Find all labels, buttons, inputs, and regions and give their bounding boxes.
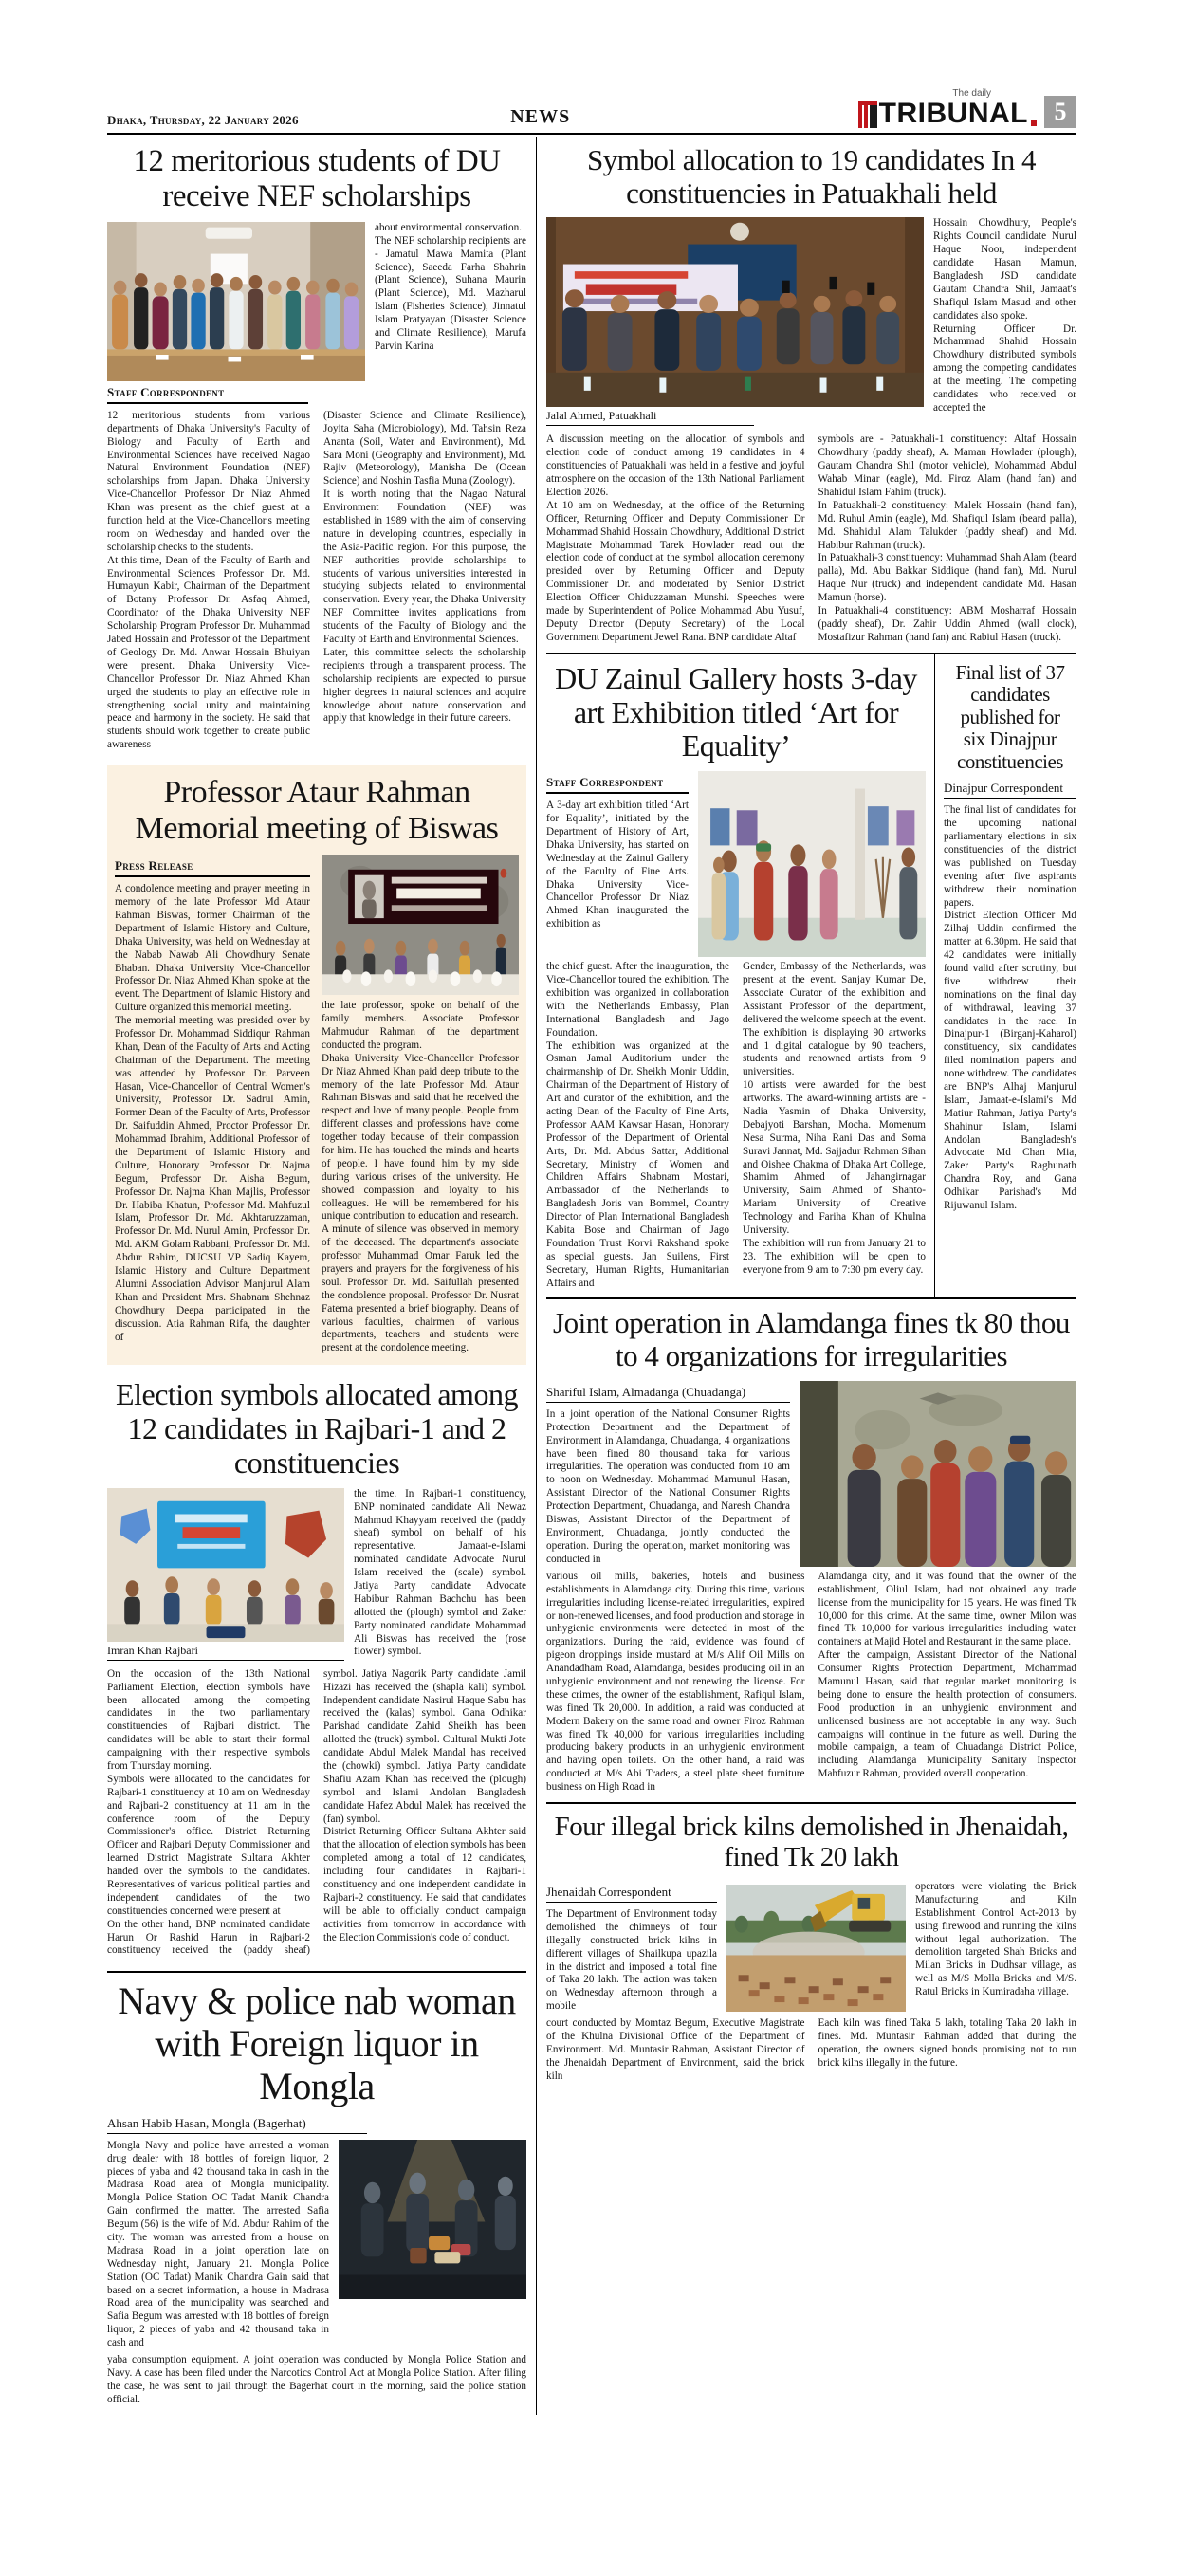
paragraph: Symbols were allocated to the candidates for Rajbari-1 constituency at 10 am on Wednesday and Rajbari-2 constituency at 11 am in the conference room of the Deputy Commissioner's office. District Returning Officer and Rajbari Deputy Commissioner and learned District Magistrate Sultana Akhter handed over the symbols to the candidates. Representatives of various political parties and independent candidates of the two constituencies concerned were present at [107,1773,310,1917]
headline: 12 meritorious students of DU receive NEF scholarships [133,144,501,213]
paragraph: The Department of Environment today demolished the chimneys of four illegally constructed brick kilns in different villages of Shailkupa upazila in the district and imposed a total fine of Taka 20 lakh. The action was taken on Wednesday afternoon through a mobile [546,1907,717,2013]
paragraph: Later, this committee selects the scholarship recipients through a transparent process. The scholarship recipients are expected to pursue higher degrees in natural sciences and acquire knowledge about nature conservation and apply that knowledge in their future careers. [323,646,526,725]
masthead-date: Dhaka, Thursday, 22 January 2026 [107,113,299,127]
article-media-row [546,1381,1076,1567]
article-alamdanga-fines [546,1297,1076,1802]
article-rajbari-symbols [107,1371,526,1965]
paragraph: Mongla Navy and police have arrested a woman drug dealer with 18 bottles of foreign liquor, 2 pieces of yaba and 42 thousand taka in cash in the Madrasa Road area of Mongla municipality. Mongla Police Station OC Tadat Manik Chandra Gain confirmed the matter. The arrested Safia Begum (56) is the wife of Md. Abdur Rahim of the city. The woman was arrested from a house on Madrasa Road in a joint operation late on Wednesday night, January 21. Mongla Police Station (OC Tadat) Manik Chandra Gain said that based on a secret information, a house in Madrasa Road area of the municipality was searched and Safia Begum was arrested with 18 bottles of foreign liquor, 2 pieces of yaba and 42 thousand taka in cash and [107,2139,329,2349]
paragraph: The final list of candidates for the upcoming national parliamentary elections in six constituencies of the district was published on Tuesday evening after five aspirants withdrew their nomination papers. [944,804,1076,909]
newspaper-brand [858,89,1076,128]
paragraph: The NEF scholarship recipients are - Jamatul Mawa Mamita (Plant Science), Saeeda Farha Shahrin (Plant Science), Suhana Maurin (Plant Science), Md. Mazharul Islam (Fisheries Science), Jinnatul Islam Pratyayan (Disaster Science and Climate Resilience), Marufa Parvin Karina [375,234,526,352]
article-photo [726,1885,906,2012]
headline: DU Zainul Gallery hosts 3-day art Exhibition titled ‘Art for Equality’ [555,660,917,764]
paragraph: various oil mills, bakeries, hotels and business establishments in Alamdanga city. During this time, various irregularities including license-related irregularities, expired or non-renewed licenses, and food production and storage in unhygienic environments were detected in most of the organizations. During the raid, evidence was found of pigeon droppings inside mustard at M/s Alif Oil Mills on Anandadham Road, Alamdanga, besides producing oil in an unhygienic environment and not renewing the license. For these crimes, the owner of the establishment, Rafiqul Islam, was fined Tk 20,000. In addition, a raid was conducted at Modern Bakery on the same road and owner Firoz Rahman was fined Tk 40,000 for various irregularities including producing bakery products in an unhygienic environment and having open toilets. On the other hand, a raid was conducted at M/s Abi Traders, a steel plate sheet furniture business on High Road in [546,1570,805,1794]
paragraph: about environmental conservation. [375,221,523,233]
article-nef-scholarships [107,137,526,760]
byline: Jhenaidah Correspondent [546,1885,717,1903]
article-photo [339,2140,526,2299]
paragraph: A condolence meeting and prayer meeting in memory of the late Professor Md Ataur Rahman Biswas, former Chairman of the Department of Islamic History and Culture, Dhaka University, was held on Wednesday at the Nabab Nawab Ali Chowdhury Senate Bhaban. Dhaka University Vice-Chancellor Professor Dr. Niaz Ahmed Khan spoke at the event. The Department of Islamic History and Culture organized this memorial meeting. [115,883,310,1014]
article-text-columns [115,855,519,1355]
headline: Navy & police nab woman with Foreign liquor in Mongla [118,1979,516,2107]
group-photo-graphic [107,222,365,381]
headline: Election symbols allocated among 12 candidates in Rajbari-1 and 2 constituencies [116,1377,518,1480]
article-patuakhali-symbols [546,137,1076,653]
article-text-columns [107,2354,526,2407]
masthead [107,89,1076,135]
article-media-row [107,2140,526,2350]
article-lead-block [546,1381,790,1567]
left-column [107,137,536,2415]
article-dinajpur-candidates [934,653,1076,1298]
headline: Four illegal brick kilns demolished in Jhenaidah, fined Tk 20 lakh [554,1812,1069,1873]
paragraph: the time. In Rajbari-1 constituency, BNP nominated candidate Ali Newaz Mahmud Khayyam received the (paddy sheaf) symbol on behalf of his representative. Jamaat-e-Islami nominated candidate Advocate Nurul Islam received the (scale) symbol. Jatiya Party candidate Advocate Habibur Rahman Bachchu has been allotted the (plough) symbol and Zaker Party nominated candidate Mohammad Ali Biswas has received the (rose flower) symbol. [354,1487,526,1658]
paragraph: symbols are - Patuakhali-1 constituency: Altaf Hossain Chowdhury (paddy sheaf), A. Maman Howlader (plough), Gautam Chandra Shil (motor vehicle), Mohammad Abdul Wahab Minar (eagle), Md. Firoz Alam (hand fan) and Shahidul Islam Fahim (truck). [818,433,1076,498]
paragraph: Dhaka University Vice-Chancellor Professor Dr Niaz Ahmed Khan paid deep tribute to the memory of the late Professor Md. Ataur Rahman Biswas and said that he received the respect and love of many people. People from different classes and professions have come together today because of their compassion for him. He has touched the minds and hearts of people. I have found him by my side during various crises of the university. He showed compassion and loyalty to his colleagues. He will be remembered for his unique contribution to education and research. [322,1052,519,1223]
paragraph: A minute of silence was observed in memory of the deceased. The department's associate professor Muhammad Omar Faruk led the prayers and prayers for the forgiveness of his soul. Professor Dr. Md. Saifullah presented the condolence proposal. Professor Dr. Nusrat Fatema presented a brief biography. Deans of various faculties, chairmen of various departments, teachers and students were present at the condolence meeting. [322,1224,519,1354]
brand-accent-icon [1031,120,1037,126]
excavator-photo-graphic [726,1885,906,2012]
night-raid-photo-graphic [339,2140,526,2299]
paragraph: District Election Officer Md Zilhaj Uddin confirmed the matter at 6.30pm. He said that 42 candidates were initially found valid after scrutiny, but five withdrew their nominations on the final day of withdrawal, leaving 37 candidates in the race. In Dinajpur-1 (Birganj-Kaharol) constituency, six candidates filed nomination papers and none withdrew. The candidates are BNP's Alhaj Manjurul Islam, Jamaat-e-Islami's Md Matiur Rahman, Jatiya Party's Shahinur Islam, Islami Andolan Bangladesh's Advocate Md Chan Mia, Zaker Party's Raghunath Chandra Roy, and Gana Odhikar Parishad's Md Rijuwanul Islam. [944,910,1076,1211]
headline: Final list of 37 candidates published for six Dinajpur constituencies [955,660,1065,773]
page-number-badge: 5 [1044,96,1076,128]
article-text-columns [546,2017,1076,2083]
paragraph: The exhibition was organized at the Osman Jamal Auditorium under the chairmanship of Dr. Sheikh Monir Uddin, Chairman of the Department of History of Art and curator of the exhibition, and the acting Dean of the Faculty of Fine Arts, Professor AAM Kawsar Hasan, Honorary Professor of the Department of Oriental Arts, Dr. Md. Abdus Sattar, Additional Secretary, Ministry of Women and Children Affairs Shabnam Mostari, Ambassador of the Netherlands to Bangladesh Joris van Bommel, Country Director of Plan International Bangladesh Kabita Bose and Chairman of Jago Foundation Trust Korvi Rakshand spoke as special guests. Jan Suilens, First Secretary, Human Rights, Humanitarian Affairs and [546,1040,729,1289]
section-title: NEWS [510,106,571,127]
headline: Joint operation in Alamdanga fines tk 80 thou to 4 organizations for irregularities [553,1306,1070,1373]
paragraph: District Returning Officer Sultana Akhter said that the allocation of election symbols has been completed among a total of 12 candidates, including four candidates in Rajbari-1 constituency and one independent candidate in Rajbari-2 constituency. He said that candidates will be able to officially conduct campaign activities from tomorrow in accordance with the Election Commission's code of conduct. [323,1826,526,1943]
page-body [107,137,1076,2415]
article-lead-text [546,1908,717,2014]
paragraph: The exhibition will run from January 21 to 23. The exhibition will be open to everyone from 9 am to 7:30 pm every day. [743,1237,926,1276]
byline: Dinajpur Correspondent [944,781,1076,799]
paragraph: On the other hand, BNP nominated candidate Harun Or Rashid Harun in Rajbari-2 constituency received the (paddy sheaf) symbol. Jatiya Nagorik Party candidate Jamil Hizazi has received the (shapla kali) symbol. Independent candidate Nasirul Haque Sabu has received the (kalas) symbol. Gana Odhikar Parishad candidate Zahid Sheikh has been allotted the (truck) symbol. Cultural Mukti Jote candidate Abdul Malek Mandal has received the (chowki) symbol. Jatiya Party candidate Shafiu Azam Khan has received the (plough) symbol and Islami Andolan Bangladesh candidate Hafez Abdul Malek has received the (fan) symbol. [107,1667,526,1957]
paragraph: On the occasion of the 13th National Parliament Election, election symbols have been allocated among the competing candidates in the two parliamentary constituencies of Rajbari district. The candidates will be able to start their formal campaigning with their respective symbols from Thursday morning. [107,1667,310,1772]
paragraph: In Patuakhali-4 constituency: ABM Mosharraf Hossain (paddy sheaf), Dr. Zahir Uddin Ahmed (wall clock), Mostafizur Rahman (hand fan) and Rabiul Hasan (truck). [818,605,1076,643]
paragraph: 12 meritorious students from various departments of Dhaka University's Faculty of Biology and Faculty of Earth and Environmental Sciences have received Nagao Natural Environment Foundation (NEF) scholarships from Japan. Dhaka University Vice-Chancellor Professor Dr Niaz Ahmed Khan was present as the chief guest at a function held at the Vice-Chancellor's meeting room on Wednesday and handed over the scholarship checks to the students. [107,409,310,553]
paragraph: In a joint operation of the National Consumer Rights Protection Department and the Department of Environment in Alamdanga, Chuadanga, 4 organizations have been fined 80 thousand taka for various irregularities. The operation was conducted from 10 am to noon on Wednesday. Mohammad Mamunul Hasan, Assistant Director of the National Consumer Rights Protection Department, Chuadanga, and Naresh Chandra Biswas, Assistant Director of the Department of Environment, Chuadanga, jointly conducted the operation. During the operation, market monitoring was conducted in [546,1408,790,1565]
article-right-column [322,855,519,1355]
brand-name [858,100,1037,128]
article-lead-text [546,1408,790,1567]
press-conference-photo-graphic [546,217,924,407]
paragraph: The memorial meeting was presided over by Professor Dr. Mohammad Siddiqur Rahman Khan, Dean of the Faculty of Arts and Acting Chairman of the Department. The meeting was attended by Professor Dr. Parveen Hasan, Vice-Chancellor of Central Women's University, Professor Dr. Sadrul Amin, Former Dean of the Faculty of Arts, Professor Dr. Saifuddin Ahmed, Proctor Professor Dr. Mohammad Ibrahim, Additional Professor of the Department of Islamic History and Culture, Honorary Professor Dr. Najma Begum, Professor Dr. Aisha Begum, Professor Dr. Najma Khan Majlis, Professor Dr. Habiba Khatun, Professor Md. Mahfuzul Islam, Professor Dr. Md. Akhtaruzzaman, Professor Dr. Md. Nurul Amin, Professor Dr. Md. AKM Golam Rabbani, Professor Dr. Md. Abdur Rahim, DUCSU VP Sadiq Kayem, Islamic History and Culture Department Alumni Association Advisor Manjurul Alam Khan and President Mrs. Shabnam Shehnaz Chowdhury Deepa participated in the discussion. Atia Rahman Rifa, the daughter of [115,1015,310,1343]
byline: Imran Khan Rajbari [107,1644,344,1661]
inspection-photo-graphic [800,1381,1076,1567]
byline: Jalal Ahmed, Patuakhali [546,409,754,426]
paragraph: Each kiln was fined Taka 5 lakh, totaling Taka 20 lakh in fines. Md. Muntasir Rahman added that during the operation, the owners signed bonds promising not to run brick kilns illegally in the future. [818,2017,1076,2069]
article-media-row [546,1881,1076,2014]
paragraph: Gender, Embassy of the Netherlands, was present at the event. Sanjay Kumar De, Associate Curator of the exhibition and Assistant Professor of the department, delivered the welcome speech at the event. The exhibition is displaying 90 artworks and 1 digital catalogue by 90 teachers, students and renowned artists from 9 universities. [743,961,926,1078]
headline: Symbol allocation to 19 candidates In 4 constituencies in Patuakhali held [587,143,1036,210]
tribunal-logo-icon [858,105,877,128]
paragraph: In Patuakhali-3 constituency: Muhammad Shah Alam (beard palla), Md. Abu Bakkar Siddique (hand fan), Md. Nurul Haque Nur (truck) and independent candidate Md. Hasan Mamun (horse). [818,552,1076,604]
article-text-columns [546,961,926,1290]
paragraph: the late professor, spoke on behalf of the family members. Associate Professor Mahmudur Rahman of the department conducted the program. [322,1000,519,1051]
paragraph: yaba consumption equipment. A joint operation was conducted by Mongla Police Station and Navy. A case has been filed under the Narcotics Control Act at Mongla Police Station. After filing the case, he was sent to jail through the Bagerhat court in the morning, said the police station official. [107,2353,526,2405]
headline: Professor Ataur Rahman Memorial meeting of Biswas [135,775,499,847]
article-side-text [933,217,1076,414]
paragraph: Returning Officer Dr. Mohammad Shahid Hossain Chowdhury distributed symbols among the competing candidates at the meeting. The competing candidates who received or accepted the [933,322,1076,414]
gallery-photo-graphic [698,771,926,957]
article-photo [107,222,365,381]
brand-text [858,89,1037,128]
article-text-columns [107,1668,526,1959]
article-brick-kilns [546,1802,1076,2091]
paragraph: At 10 am on Wednesday, at the office of the Returning Officer, Returning Officer and Deputy Commissioner Dr Mohammad Shahid Hossain Chowdhury, Additional District Magistrate Mohammad Tarek Howlader read out the election code of conduct at the symbol allocation ceremony presided over by Returning Officer and Deputy Commissioner Dr. and moderated by Senior District Election Officer Ohiduzzaman Munshi. Speeches were made by Superintendent of Police Mohammad Abu Yusuf, Deputy Director (Deputy Secretary) of the Local Government Department Jewel Rana. BNP candidate Altaf [546,499,805,643]
article-photo-block [546,217,924,430]
article-photo-block [107,1488,344,1665]
article-ataur-rahman-memorial [107,765,526,1365]
paragraph: (Disaster Science and Climate Resilience), Joyita Saha (Microbiology), Md. Tahsin Reza Ananta (Soil, Water and Environment), Md. Sara Moni (Geography and Environment), Md. Rajiv (Meteorology), Manisha De (Ocean Science) and Noshin Tasfia Muna (Zoology). [323,409,526,488]
article-mongla-liquor [107,1971,526,2414]
article-media-row [546,771,926,957]
paragraph: Alamdanga city, and it was found that the owner of the establishment, Oliul Islam, had not obtained any trade license from the municipality for 15 years. He was fined Tk 10,000 for this crime. At the same time, owner Milon was fined Tk 10,000 for various irregularities including water containers at Majid Hotel and Restaurant in the same place. [818,1570,1076,1648]
article-text-columns [546,1571,1076,1794]
article-lead-block [546,1881,717,2014]
article-photo [546,217,924,407]
paragraph: In Patuakhali-2 constituency: Malek Hossain (hand fan), Md. Ruhul Amin (eagle), Md. Shafiqul Islam (beard palla), Md. Shahidul Alam Talukder (paddy sheaf) and Md. Habibur Rahman (truck). [818,499,1076,551]
paragraph: operators were violating the Brick Manufacturing and Kiln Establishment Control Act-2013 by using firewood and running the kilns without legal authorization. The demolition targeted Shah Bricks and Milan Bricks in Dudhsar village, as well as M/S Molla Bricks and M/S. Ratul Bricks in Kumiradaha village. [915,1880,1076,1998]
byline: Ahsan Habib Hasan, Mongla (Bagerhat) [107,2116,367,2134]
article-text-columns [944,804,1076,1213]
meeting-photo-graphic [107,1488,344,1642]
article-photo [698,771,926,957]
brand-tagline: The daily [952,88,991,99]
brand-name-text: TRIBUNAL [878,98,1028,129]
article-side-block [546,771,689,957]
article-media-row [107,222,526,381]
memorial-photo-graphic [322,855,519,995]
paragraph: A discussion meeting on the allocation of symbols and election code of conduct among 19 candidates in 4 constituencies of Patuakhali was held in a festive and joyful atmosphere on the occasion of the 13th National Parliament Election 2026. [546,433,805,498]
byline: Press Release [115,858,310,877]
paragraph: Hossain Chowdhury, People's Rights Council candidate Nurul Haque Noor, independent candidate Hasan Mamun, Bangladesh JSD candidate Gautam Chandra Shil, Jamaat's Shafiqul Islam Masud and other candidates also spoke. [933,217,1076,322]
article-side-text [915,1881,1076,2014]
paragraph: After the campaign, Assistant Director of the National Consumer Rights Protection Department, Mohammad Mamunul Hasan, said that regular market monitoring is being done to ensure the health protection of consumers. Food production in an unhygienic environment and unlicensed business are not acceptable in any way. Such campaigns will continue in the future as well. During the mobile campaign, a team of Chuadanga District Police, including Alamdanga Municipality Sanitary Inspector Mahfuzur Rahman, provided overall cooperation. [818,1649,1076,1780]
article-text-columns [546,433,1076,644]
paragraph: the chief guest. After the inauguration, the Vice-Chancellor toured the exhibition. The exhibition was organized in collaboration with the Netherlands Embassy, Plan International Bangladesh and Jago Foundation. [546,961,729,1039]
right-column [536,137,1076,2415]
paragraph: court conducted by Momtaz Begum, Executive Magistrate of the Khulna Divisional Office of the Department of Environment. Md. Muntasir Rahman, Assistant Director of the Jhenaidah Department of Environment, said the brick kiln [546,2017,805,2082]
paragraph: A 3-day art exhibition titled ‘Art for Equality’, initiated by the Department of History of Art, Dhaka University, has started on Wednesday at the Zainul Gallery of the Faculty of Fine Arts. Dhaka University Vice-Chancellor Professor Dr Niaz Ahmed Khan inaugurated the exhibition as [546,800,689,930]
article-photo [107,1488,344,1642]
paragraph: 10 artists were awarded for the best artworks. The award-winning artists are - Nadia Yasmin of Dhaka University, Debajyoti Barshan, Mocha. Momenum Nesa Surma, Niha Rani Das and Soma Suravi Jannat, Md. Sajjadur Rahman Sihan and Oishee Chakma of Dhaka Art College, Shamim Ahmed of Jahangirnagar University, Saim Ahmed of Shanto-Mariam University of Creative Technology and Fariha Khan of Khulna University. [743,1079,926,1236]
article-side-text [354,1488,526,1660]
article-side-text [375,222,526,354]
article-lead-text [107,2140,329,2350]
byline: Staff Correspondent [107,385,308,404]
article-left-column [115,855,310,1355]
byline: Shariful Islam, Almadanga (Chuadanga) [546,1385,790,1403]
article-photo [322,855,519,995]
paragraph: At this time, Dean of the Faculty of Earth and Environmental Sciences Professor Dr. Md. Humayun Kabir, Chairman of the Department of Botany Professor Dr. Asfaq Ahmed, Coordinator of the Dhaka University NEF Scholarship Program Professor Dr. Muhammad Jabed Hossain and Professor of the Department of Geology Dr. Md. Anwar Hossain Bhuiyan were present. Dhaka University Vice-Chancellor Professor Dr. Niaz Ahmed Khan urged the students to play an effective role in strengthening social unity and maintaining peace and harmony in the society. He said that students should work together to create public awareness [107,554,310,751]
paragraph: It is worth noting that the Nagao Natural Environment Foundation (NEF) was established in 1989 with the aim of conserving nature in developing countries, especially in the Asia-Pacific region. For this purpose, the NEF authorities provide scholarships to students of various universities interested in studying subjects related to environmental conservation. Every year, the Dhaka University NEF Committee invites applications from students of the Faculty of Biology and the Faculty of Earth and Environmental Sciences. [323,488,526,646]
article-text-columns [107,410,526,752]
article-side-text [546,800,689,931]
newspaper-page [107,0,1076,2576]
article-photo [800,1381,1076,1567]
article-art-exhibition [546,653,934,1298]
article-media-row [546,217,1076,430]
middle-band [546,653,1076,1298]
article-media-row [107,1488,526,1665]
byline: Staff Correspondent [546,775,689,794]
